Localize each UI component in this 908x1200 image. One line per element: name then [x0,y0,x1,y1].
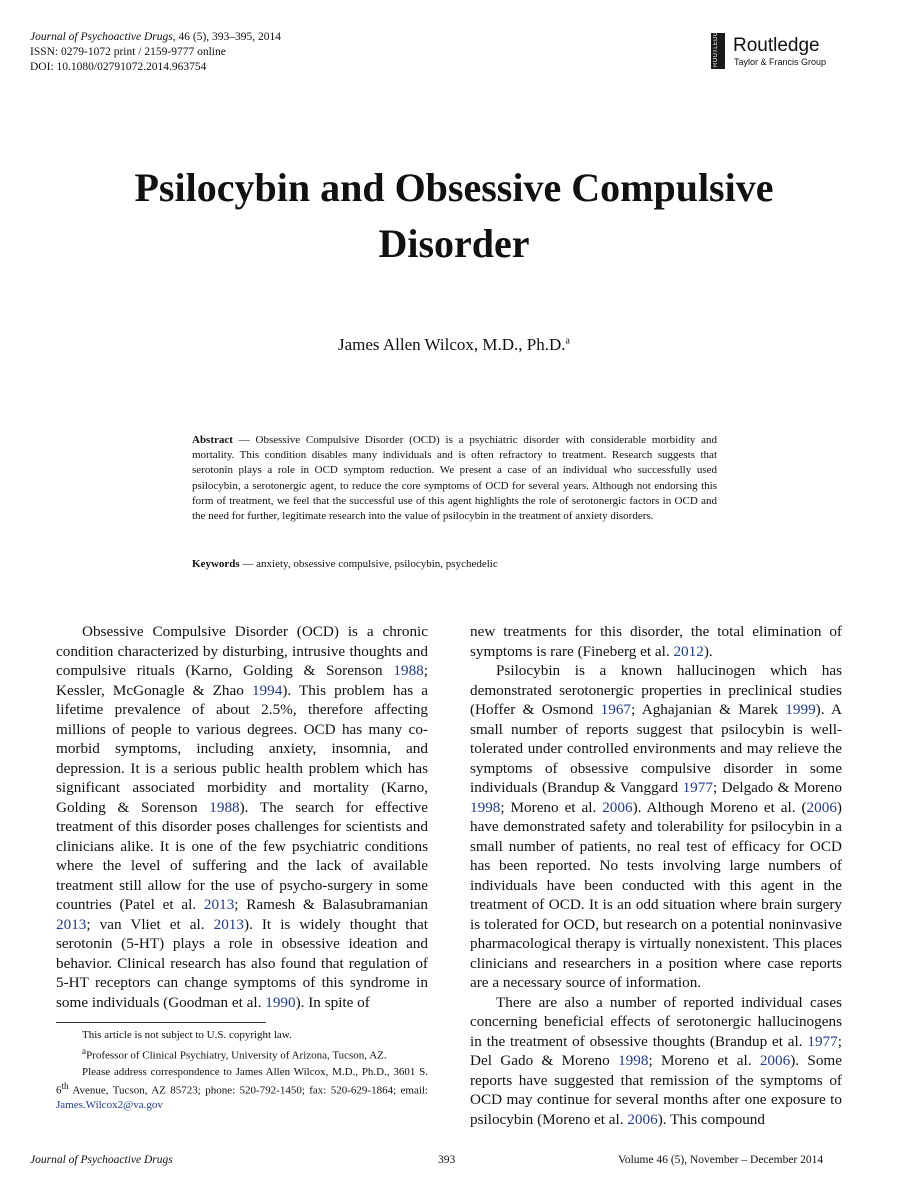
keywords-label: Keywords [192,558,240,570]
body-column-right [470,622,842,1129]
citation-link[interactable]: 2006 [806,798,837,816]
citation-link[interactable]: 1977 [807,1032,838,1050]
paragraph: Obsessive Compulsive Disorder (OCD) is a chronic condition characterized by disturbing, intrusive thoughts and compulsive rituals (Karno, Golding & Sorenson 1988; Kessler, McGonagle & Zhao 1994). This problem has a lifetime prevalence of about 2.5%, therefore affecting millions of people to various degrees. OCD has many co-morbid symptoms, including anxiety, insomnia, and depression. It is a serious public health problem which has significant associated morbidity and mortality (Karno, Golding & Sorenson 1988). The search for effective treatment of this disorder poses challenges for scientists and clinicians alike. It is one of the few psychiatric conditions where the level of suffering and the lack of available treatment still allow for the use of psycho-surgery in some countries (Patel et al. 2013; Ramesh & Balasubramanian 2013; van Vliet et al. 2013). It is widely thought that serotonin (5-HT) plays a role in obsessive ideation and behavior. Clinical research has also found that regulation of 5-HT receptors can change symptoms of this syndrome in some individuals (Goodman et al. 1990). In spite of [56,623,428,1011]
citation-link[interactable]: 2006 [627,1110,658,1128]
footer-volume: Volume 46 (5), November – December 2014 [618,1154,824,1166]
citation-link[interactable]: 2013 [56,915,87,933]
citation-link[interactable]: 1999 [785,701,816,718]
author-name: James Allen Wilcox, M.D., Ph.D. [337,335,566,354]
footer-journal: Journal of Psychoactive Drugs [30,1154,173,1166]
citation-link[interactable]: 1998 [470,798,501,816]
citation-link[interactable]: 1990 [265,993,296,1011]
abstract-label: Abstract [192,434,233,446]
publisher-logo [711,26,851,69]
issn: ISSN: 0279-1072 print / 2159-9777 online [30,46,226,58]
citation-link[interactable]: 1988 [393,662,424,679]
correspondence-note: Please address correspondence to James Allen Wilcox, M.D., Ph.D., 3601 S. 6th Avenue, Tucson, AZ 85723; phone: 520-792-1450; fax: 520-629-1864; email: James.Wilcox2@va.gov [56,1066,428,1112]
keywords-text: anxiety, obsessive compulsive, psilocybin, psychedelic [256,558,498,570]
page-number: 393 [438,1154,456,1166]
copyright-note: This article is not subject to U.S. copyright law. [82,1029,292,1041]
citation-link[interactable]: 1977 [682,779,713,796]
keywords: Keywords — anxiety, obsessive compulsive, psilocybin, psychedelic [192,558,498,570]
citation-link[interactable]: 2013 [203,896,235,913]
abstract-text: Obsessive Compulsive Disorder (OCD) is a psychiatric disorder with considerable morbidity and mortality. This condition disables many individuals and is often refractory to treatment. Research suggests that serotonin plays a role in OCD symptom reduction. We present a case of an individual who successfully used psilocybin, a serotonergic agent, to reduce the core symptoms of OCD for several years. Although not endorsing this form of treatment, we feel that the successful use of this agent highlights the role of serotonergic factors in OCD and the need for further, legitimate research into the value of psilocybin in the treatment of anxiety disorders. [192,434,717,523]
routledge-mark-icon: ROUTLEDGE [711,33,725,69]
affiliation-note: $^a$Professor of Clinical Psychiatry, University of Arizona, Tucson, AZ. [82,1046,387,1062]
author-line [0,335,908,355]
author-affiliation-mark: a [565,335,570,347]
citation-link[interactable]: 1998 [618,1052,649,1069]
footnote-divider [56,1022,266,1023]
citation-link[interactable]: 2012 [673,642,704,660]
journal-name: Journal of Psychoactive Drugs [30,31,173,43]
publisher-group: Taylor & Francis Group [734,57,827,67]
title-line-1: Psilocybin and Obsessive Compulsive [134,165,774,210]
journal-header [30,30,281,75]
paragraph: Psilocybin is a known hallucinogen which has demonstrated serotonergic properties in preclinical studies (Hoffer & Osmond 1967; Aghajanian & Marek 1999). A small number of reports suggest that psilocybin is well-tolerated under controlled environments and may relieve the symptoms of obsessive compulsive disorder in some individuals (Brandup & Vanggard 1977; Delgado & Moreno 1998; Moreno et al. 2006). Although Moreno et al. (2006) have demonstrated safety and tolerability for psilocybin in a small number of patients, no real test of efficacy for OCD has been reported. No tests involving large numbers of individuals have been conducted with this agent in the treatment of OCD. It is an odd situation where brain surgery is tolerated for OCD, but research on a potential noninvasive pharmacological therapy is virtually nonexistent. This places clinicians and researchers in a position where case reports are a necessary source of information. [470,662,842,991]
citation-link[interactable]: 1994 [251,681,283,699]
citation-link[interactable]: 1967 [600,701,631,718]
citation-link[interactable]: 2013 [213,915,244,933]
citation-link[interactable]: 2006 [759,1052,791,1069]
citation-link[interactable]: 1988 [209,798,240,816]
abstract: Abstract — Obsessive Compulsive Disorder (OCD) is a psychiatric disorder with considerable morbidity and mortality. This condition disables many individuals and is often refractory to treatment. Research suggests that serotonin plays a role in OCD symptom reduction. We present a case of an individual who successfully used psilocybin, a serotonergic agent, to reduce the core symptoms of OCD for several years. Although not endorsing this form of treatment, we feel that the successful use of this agent highlights the role of serotonergic factors in OCD and the need for further, legitimate research into the value of psilocybin in the treatment of anxiety disorders. [192,434,717,523]
doi: DOI: 10.1080/02791072.2014.963754 [30,61,207,73]
email-link[interactable]: James.Wilcox2@va.gov [56,1099,163,1112]
paragraph: new treatments for this disorder, the total elimination of symptoms is rare (Fineberg et al. 2012). [470,623,842,660]
paragraph: There are also a number of reported individual cases concerning beneficial effects of serotonergic hallucinogens in the treatment of obsessive thoughts (Brandup et al. 1977; Del Gado & Moreno 1998; Moreno et al. 2006). Some reports have suggested that remission of the symptoms of OCD may continue for several months after one exposure to psilocybin (Moreno et al. 2006). This compound [470,993,842,1128]
journal-volume: , 46 (5), 393–395, 2014 [172,31,282,43]
footnotes [56,1028,428,1114]
article-title [40,160,868,272]
citation-link[interactable]: 2006 [602,798,633,816]
body-column-left [56,622,428,1012]
title-line-2: Disorder [378,221,530,266]
publisher-name: Routledge [733,35,820,56]
